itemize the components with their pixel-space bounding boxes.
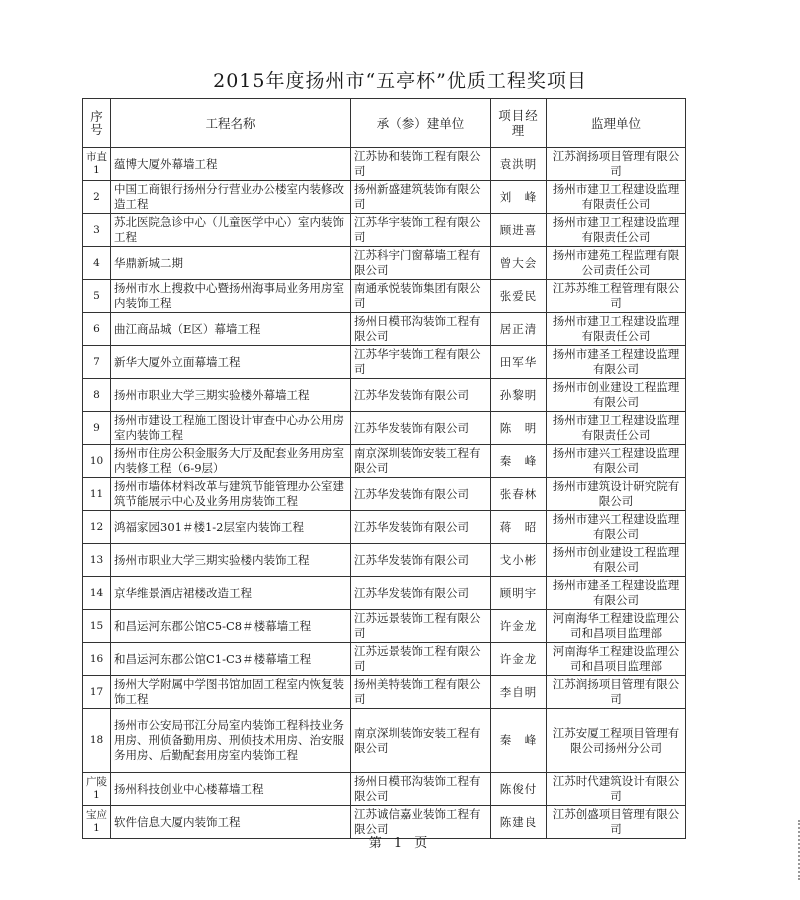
cell-builder: 南通承悦装饰集团有限公司 — [351, 280, 491, 313]
cell-project-name: 和昌运河东郡公馆C1-C3＃楼幕墙工程 — [111, 643, 351, 676]
table-row — [83, 445, 686, 478]
cell-no: 8 — [83, 379, 111, 412]
cell-no: 12 — [83, 511, 111, 544]
cell-manager: 蒋 昭 — [491, 511, 547, 544]
table-row — [83, 181, 686, 214]
cell-supervisor: 扬州市创业建设工程监理有限公司 — [547, 379, 686, 412]
cell-supervisor: 江苏苏维工程管理有限公司 — [547, 280, 686, 313]
cell-no: 15 — [83, 610, 111, 643]
cell-no: 11 — [83, 478, 111, 511]
cell-builder: 江苏华发装饰有限公司 — [351, 577, 491, 610]
header-no: 序号 — [83, 99, 111, 148]
page-number: 第 1 页 — [368, 836, 432, 851]
cell-supervisor: 河南海华工程建设监理公司和昌项目监理部 — [547, 610, 686, 643]
table-row — [83, 214, 686, 247]
cell-manager: 顾进喜 — [491, 214, 547, 247]
cell-manager: 陈 明 — [491, 412, 547, 445]
cell-supervisor: 江苏润扬项目管理有限公司 — [547, 148, 686, 181]
cell-no: 广陵1 — [83, 773, 111, 806]
cell-project-name: 扬州市建设工程施工图设计审查中心办公用房室内装饰工程 — [111, 412, 351, 445]
table-row — [83, 346, 686, 379]
cell-no: 16 — [83, 643, 111, 676]
cell-manager: 张爱民 — [491, 280, 547, 313]
cell-project-name: 扬州市住房公积金服务大厅及配套业务用房室内装修工程（6-9层） — [111, 445, 351, 478]
cell-no: 4 — [83, 247, 111, 280]
cell-project-name: 扬州市公安局邗江分局室内装饰工程科技业务用房、刑侦备勤用房、刑侦技术用房、治安服务用房、后勤配套用房室内装饰工程 — [111, 709, 351, 773]
cell-no: 10 — [83, 445, 111, 478]
cell-supervisor: 扬州市建卫工程建设监理有限责任公司 — [547, 181, 686, 214]
table-row — [83, 643, 686, 676]
cell-project-name: 蕴博大厦外幕墙工程 — [111, 148, 351, 181]
cell-manager: 戈小彬 — [491, 544, 547, 577]
cell-supervisor: 扬州市建圣工程建设监理有限公司 — [547, 346, 686, 379]
header-manager: 项目经理 — [491, 99, 547, 148]
table-row — [83, 610, 686, 643]
cell-manager: 顾明宇 — [491, 577, 547, 610]
cell-supervisor: 扬州市创业建设工程监理有限公司 — [547, 544, 686, 577]
table-row — [83, 709, 686, 773]
header-project-name: 工程名称 — [111, 99, 351, 148]
cell-supervisor: 江苏时代建筑设计有限公司 — [547, 773, 686, 806]
cell-project-name: 扬州科技创业中心楼幕墙工程 — [111, 773, 351, 806]
cell-manager: 许金龙 — [491, 610, 547, 643]
table-row — [83, 379, 686, 412]
cell-manager: 刘 峰 — [491, 181, 547, 214]
cell-manager: 秦 峰 — [491, 709, 547, 773]
cell-builder: 扬州美特装饰工程有限公司 — [351, 676, 491, 709]
cell-supervisor: 扬州市建筑设计研究院有限公司 — [547, 478, 686, 511]
cell-project-name: 苏北医院急诊中心（儿童医学中心）室内装饰工程 — [111, 214, 351, 247]
table-row — [83, 148, 686, 181]
cell-manager: 秦 峰 — [491, 445, 547, 478]
cell-no: 9 — [83, 412, 111, 445]
cell-manager: 许金龙 — [491, 643, 547, 676]
cell-builder: 江苏华发装饰有限公司 — [351, 511, 491, 544]
cell-supervisor: 江苏润扬项目管理有限公司 — [547, 676, 686, 709]
cell-supervisor: 江苏创盛项目管理有限公司 — [547, 806, 686, 839]
cell-builder: 江苏华发装饰有限公司 — [351, 412, 491, 445]
cell-project-name: 扬州市职业大学三期实验楼内装饰工程 — [111, 544, 351, 577]
cell-no: 3 — [83, 214, 111, 247]
cell-no: 6 — [83, 313, 111, 346]
cell-builder: 南京深圳装饰安装工程有限公司 — [351, 709, 491, 773]
scan-edge-mark — [794, 820, 800, 880]
cell-project-name: 华鼎新城二期 — [111, 247, 351, 280]
cell-manager: 孙黎明 — [491, 379, 547, 412]
table-row — [83, 412, 686, 445]
cell-builder: 江苏华宇装饰工程有限公司 — [351, 214, 491, 247]
cell-manager: 田军华 — [491, 346, 547, 379]
cell-project-name: 曲江商品城（E区）幕墙工程 — [111, 313, 351, 346]
cell-no: 市直1 — [83, 148, 111, 181]
cell-project-name: 软件信息大厦内装饰工程 — [111, 806, 351, 839]
cell-manager: 李自明 — [491, 676, 547, 709]
cell-builder: 江苏远景装饰工程有限公司 — [351, 643, 491, 676]
cell-supervisor: 扬州市建苑工程监理有限公司责任公司 — [547, 247, 686, 280]
cell-project-name: 鸿福家园301＃楼1-2层室内装饰工程 — [111, 511, 351, 544]
cell-supervisor: 扬州市建卫工程建设监理有限责任公司 — [547, 214, 686, 247]
table-row — [83, 511, 686, 544]
page-title: 2015年度扬州市“五亭杯”优质工程奖项目 — [213, 70, 587, 92]
cell-manager: 居正清 — [491, 313, 547, 346]
table-row — [83, 544, 686, 577]
cell-project-name: 中国工商银行扬州分行营业办公楼室内装修改造工程 — [111, 181, 351, 214]
table-row — [83, 676, 686, 709]
cell-no: 14 — [83, 577, 111, 610]
cell-builder: 扬州日模邗沟装饰工程有限公司 — [351, 313, 491, 346]
cell-manager: 曾大会 — [491, 247, 547, 280]
cell-no: 17 — [83, 676, 111, 709]
cell-supervisor: 扬州市建卫工程建设监理有限责任公司 — [547, 313, 686, 346]
cell-builder: 扬州新盛建筑装饰有限公司 — [351, 181, 491, 214]
table-row — [83, 773, 686, 806]
cell-no: 5 — [83, 280, 111, 313]
cell-project-name: 扬州市水上搜救中心暨扬州海事局业务用房室内装饰工程 — [111, 280, 351, 313]
table-row — [83, 247, 686, 280]
cell-project-name: 扬州市职业大学三期实验楼外幕墙工程 — [111, 379, 351, 412]
header-supervisor: 监理单位 — [547, 99, 686, 148]
cell-builder: 江苏华发装饰有限公司 — [351, 478, 491, 511]
cell-project-name: 扬州大学附属中学图书馆加固工程室内恢复装饰工程 — [111, 676, 351, 709]
cell-builder: 南京深圳装饰安装工程有限公司 — [351, 445, 491, 478]
cell-builder: 扬州日模邗沟装饰工程有限公司 — [351, 773, 491, 806]
cell-no: 13 — [83, 544, 111, 577]
cell-project-name: 和昌运河东郡公馆C5-C8＃楼幕墙工程 — [111, 610, 351, 643]
cell-project-name: 扬州市墙体材料改革与建筑节能管理办公室建筑节能展示中心及业务用房装饰工程 — [111, 478, 351, 511]
table-row — [83, 313, 686, 346]
table-row — [83, 280, 686, 313]
cell-project-name: 京华维景酒店裙楼改造工程 — [111, 577, 351, 610]
cell-manager: 袁洪明 — [491, 148, 547, 181]
table-row — [83, 577, 686, 610]
cell-builder: 江苏华发装饰有限公司 — [351, 544, 491, 577]
cell-no: 7 — [83, 346, 111, 379]
awards-table — [82, 98, 686, 839]
cell-no: 2 — [83, 181, 111, 214]
cell-supervisor: 扬州市建兴工程建设监理有限公司 — [547, 511, 686, 544]
cell-builder: 江苏诚信嘉业装饰工程有限公司 — [351, 806, 491, 839]
cell-project-name: 新华大厦外立面幕墙工程 — [111, 346, 351, 379]
cell-manager: 陈俊付 — [491, 773, 547, 806]
cell-manager: 张春林 — [491, 478, 547, 511]
table-row — [83, 478, 686, 511]
cell-no: 宝应1 — [83, 806, 111, 839]
cell-supervisor: 扬州市建卫工程建设监理有限责任公司 — [547, 412, 686, 445]
cell-builder: 江苏协和装饰工程有限公司 — [351, 148, 491, 181]
cell-no: 18 — [83, 709, 111, 773]
cell-supervisor: 江苏安厦工程项目管理有限公司扬州分公司 — [547, 709, 686, 773]
cell-supervisor: 扬州市建兴工程建设监理有限公司 — [547, 445, 686, 478]
cell-builder: 江苏华宇装饰工程有限公司 — [351, 346, 491, 379]
table-header-row — [83, 99, 686, 148]
cell-builder: 江苏远景装饰工程有限公司 — [351, 610, 491, 643]
cell-supervisor: 扬州市建圣工程建设监理有限公司 — [547, 577, 686, 610]
header-builder: 承（参）建单位 — [351, 99, 491, 148]
cell-builder: 江苏华发装饰有限公司 — [351, 379, 491, 412]
cell-builder: 江苏科宇门窗幕墙工程有限公司 — [351, 247, 491, 280]
cell-supervisor: 河南海华工程建设监理公司和昌项目监理部 — [547, 643, 686, 676]
cell-manager: 陈建良 — [491, 806, 547, 839]
